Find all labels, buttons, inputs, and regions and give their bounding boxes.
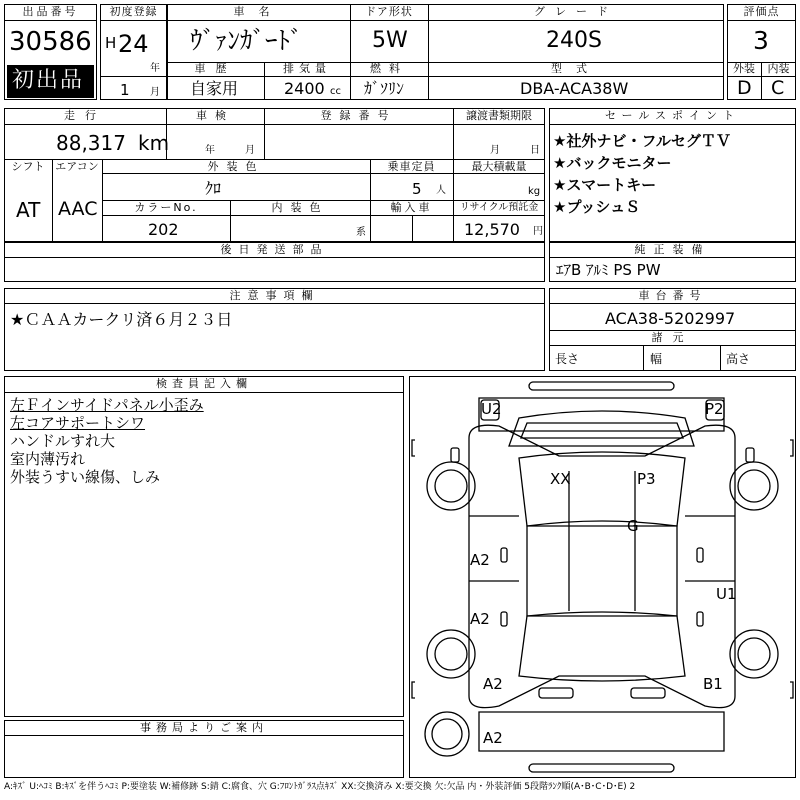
transfer-day-unit: 日 xyxy=(530,145,540,156)
history-label: 車歴 xyxy=(194,62,237,75)
sales-point: ★プッシュＳ xyxy=(553,198,641,216)
inspector-note: 左Ｆインサイドパネル小歪み xyxy=(10,396,204,414)
notes-label: 注意事項欄 xyxy=(229,289,320,302)
later-parts-label: 後日発送部品 xyxy=(220,243,329,256)
transfer-month-unit: 月 xyxy=(490,145,500,156)
inspector-notes xyxy=(10,396,204,486)
exterior-label: 外装 xyxy=(733,62,755,75)
office-label: 事務局よりご案内 xyxy=(140,721,268,734)
first-listing-text: 初出品 xyxy=(12,68,85,93)
legend-footer: A:ｷｽﾞ U:ﾍｺﾐ B:ｷｽﾞを伴うﾍｺﾐ P:要塗装 W:補修跡 S:錆 C:腐食、穴 G:ﾌﾛﾝﾄｶﾞﾗｽ点ｷｽﾞ XX:交換済み X:要交換 欠:欠品 内・外装評価 5段階ﾗﾝｸ順(A･B･C･D･E) 2 xyxy=(4,782,636,792)
inspector-label: 検査員記入欄 xyxy=(156,377,252,390)
score-label: 評価点 xyxy=(743,5,780,18)
sales-point: ★社外ナビ・フルセグＴＶ xyxy=(553,132,731,150)
registration-label: 初度登録 xyxy=(109,5,158,18)
import-label: 輸入車 xyxy=(390,201,433,214)
lot-number: 30586 xyxy=(9,27,92,57)
transfer-deadline-label: 譲渡書類期限 xyxy=(466,109,532,122)
history: 自家用 xyxy=(190,79,239,98)
dimensions-label: 諸元 xyxy=(651,331,694,344)
era-letter: H xyxy=(105,34,117,52)
sales-point: ★バックモニター xyxy=(553,154,672,172)
inspection-year-unit: 年 xyxy=(205,145,215,156)
score: 3 xyxy=(753,26,769,55)
damage-mark: A2 xyxy=(483,729,503,747)
shift: AT xyxy=(16,198,41,222)
damage-mark: P3 xyxy=(637,470,656,488)
interior-label: 内装 xyxy=(767,62,790,75)
capacity-label: 乗車定員 xyxy=(387,160,436,173)
fuel-label: 燃料 xyxy=(370,62,408,75)
sales-points-label: セールスポイント xyxy=(604,109,740,122)
mileage: 88,317 xyxy=(56,131,126,155)
grade-label: グレード xyxy=(534,5,618,18)
width-label: 幅 xyxy=(650,352,663,366)
damage-mark: XX xyxy=(550,470,571,488)
damage-mark: U2 xyxy=(481,400,502,418)
chassis-number: ACA38-5202997 xyxy=(605,309,736,328)
model-label: 型式 xyxy=(551,62,601,75)
equipment-label: 純正装備 xyxy=(634,243,711,256)
recycle-unit: 円 xyxy=(533,226,543,237)
door-type: 5W xyxy=(372,28,408,53)
recycle-label: リサイクル預託金 xyxy=(459,202,539,213)
capacity-unit: 人 xyxy=(436,185,446,196)
car-name: ｳﾞｧﾝｶﾞｰﾄﾞ xyxy=(190,26,303,55)
grade: 240S xyxy=(546,28,602,53)
inspector-note: 室内薄汚れ xyxy=(10,450,86,468)
damage-mark: G xyxy=(627,517,639,535)
height-label: 高さ xyxy=(726,352,751,366)
inspector-note: 左コアサポートシワ xyxy=(10,414,146,432)
month-unit: 月 xyxy=(150,87,160,98)
sales-points-list xyxy=(553,130,731,218)
color-label: 外装色 xyxy=(207,160,265,173)
capacity: 5 xyxy=(412,180,422,198)
damage-mark: U1 xyxy=(716,585,737,603)
mileage-label: 走行 xyxy=(64,109,106,122)
recycle-deposit: 12,570 xyxy=(464,220,520,239)
car-diagram-icon xyxy=(409,376,796,778)
door-label: ドア形状 xyxy=(365,5,413,18)
equipment-list: ｴｱB ｱﾙﾐ PS PW xyxy=(556,261,661,279)
inspection-month-unit: 月 xyxy=(245,145,255,156)
mileage-unit: km xyxy=(138,131,170,155)
damage-mark: P2 xyxy=(705,400,724,418)
reg-number-label: 登録番号 xyxy=(320,109,397,122)
ac-label: エアコン xyxy=(55,160,99,173)
sales-point: ★スマートキー xyxy=(553,176,657,194)
interior-color-label: 内装色 xyxy=(271,201,329,214)
damage-mark: B1 xyxy=(703,675,723,693)
displacement-label: 排気量 xyxy=(283,62,331,75)
exterior-grade: D xyxy=(737,77,752,99)
inspector-note: ハンドルすれ大 xyxy=(10,432,116,450)
max-load-unit: kg xyxy=(528,186,541,197)
interior-grade: C xyxy=(771,77,785,99)
interior-color-unit: 系 xyxy=(356,227,366,238)
damage-mark: A2 xyxy=(483,675,503,693)
car-name-label: 車名 xyxy=(233,5,284,18)
damage-mark: A2 xyxy=(470,551,490,569)
max-load-label: 最大積載量 xyxy=(471,160,527,173)
displacement-unit: cc xyxy=(330,86,341,97)
shift-label: シフト xyxy=(11,160,45,173)
notes-text: ★ＣＡＡカークリ済６月２３日 xyxy=(10,310,233,329)
chassis-label: 車台番号 xyxy=(638,289,707,302)
damage-mark: A2 xyxy=(470,610,490,628)
displacement: 2400 xyxy=(284,79,325,98)
lot-label: 出品番号 xyxy=(22,5,79,18)
exterior-color: ｸﾛ xyxy=(205,179,222,198)
color-number: 202 xyxy=(148,220,179,239)
registration-year: 24 xyxy=(118,30,149,58)
registration-month: 1 xyxy=(120,81,130,99)
color-no-label: カラーNo. xyxy=(134,201,198,214)
inspector-note: 外装うすい線傷、しみ xyxy=(10,468,161,486)
model-code: DBA-ACA38W xyxy=(520,79,629,98)
fuel: ｶﾞｿﾘﾝ xyxy=(364,79,405,98)
air-conditioner: AAC xyxy=(58,198,98,220)
inspection-label: 車検 xyxy=(196,109,234,122)
length-label: 長さ xyxy=(555,352,580,366)
year-unit: 年 xyxy=(150,63,160,74)
